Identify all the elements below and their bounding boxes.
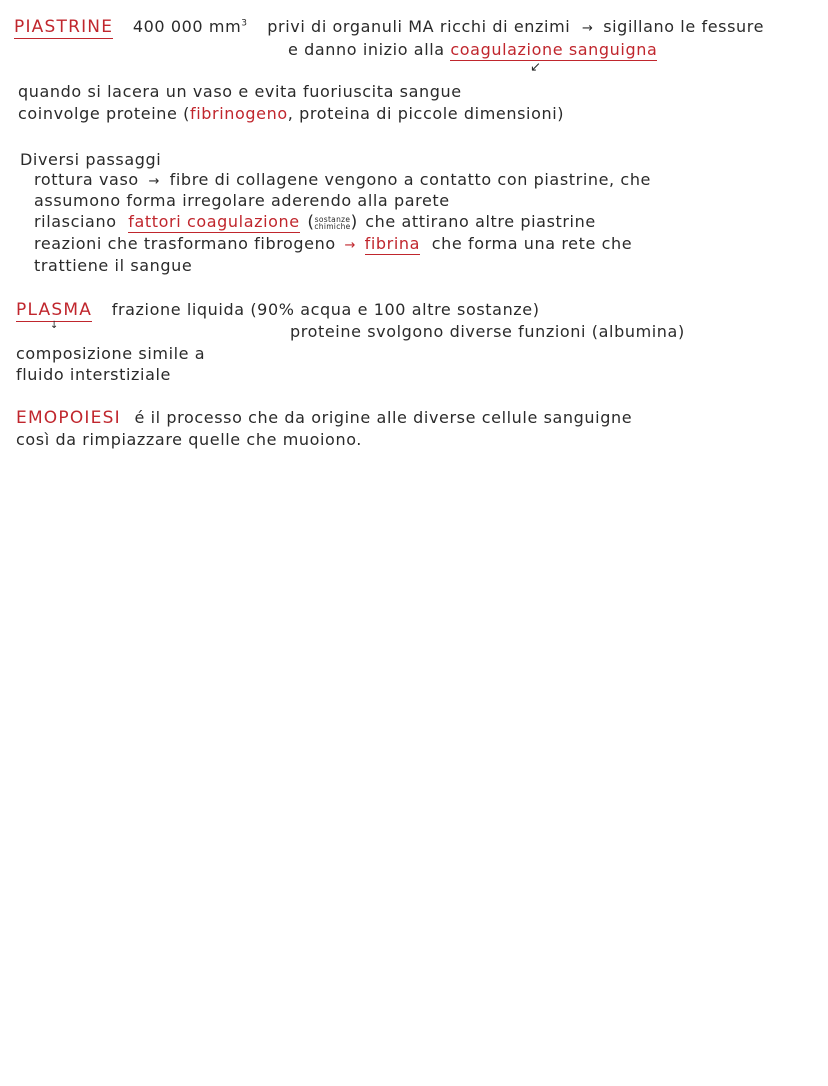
plasma-heading: PLASMA [16, 300, 93, 320]
coagulazione-sanguigna: coagulazione sanguigna [450, 40, 658, 59]
arrow-right-icon: → [148, 174, 160, 189]
step3-b: che attirano altre piastrine [365, 212, 596, 231]
step3-a: rilasciano [34, 212, 117, 231]
fattori-coagulazione-term: fattori coagulazione [128, 212, 300, 231]
piastrine-line-1 [14, 14, 764, 39]
plasma-line-2: proteine svolgono diverse funzioni (albumina) [290, 322, 685, 341]
arrow-right-icon: → [582, 21, 594, 37]
arrow-down-icon: ↓ [50, 320, 59, 331]
passaggi-title: Diversi passaggi [20, 150, 162, 169]
plasma-line-1 [16, 300, 540, 320]
passaggi-step-3 [34, 212, 596, 232]
plasma-line-4: fluido interstiziale [16, 365, 171, 384]
passaggi-step-5: trattiene il sangue [34, 256, 193, 275]
arrow-right-icon: → [344, 238, 356, 253]
emopoiesi-line1-text: é il processo che da origine alle diverse cellule sanguigne [134, 408, 633, 427]
plasma-line-3: composizione simile a [16, 344, 206, 363]
step4-a: reazioni che trasformano fibrogeno [34, 234, 336, 253]
piastrine-line4-start: coinvolge proteine ( [18, 104, 191, 123]
piastrine-line4-end: , proteina di piccole dimensioni) [287, 104, 565, 123]
piastrine-count-sup: 3 [241, 19, 248, 29]
piastrine-line1-tail: sigillano le fessure [603, 17, 765, 37]
fibrinogeno-term: fibrinogeno [190, 104, 288, 123]
emopoiesi-heading: EMOPOIESI [16, 408, 121, 428]
step1-a: rottura vaso [34, 170, 139, 189]
step1-b: fibre di collagene vengono a contatto con piastrine, che [169, 170, 652, 189]
arrow-down-left-icon: ↙ [530, 60, 541, 75]
step4-b: che forma una rete che [431, 234, 633, 253]
piastrine-line1-text: privi di organuli MA ricchi di enzimi [267, 17, 571, 37]
plasma-line1-text: frazione liquida (90% acqua e 100 altre sostanze) [111, 300, 540, 319]
emopoiesi-line-2: così da rimpiazzare quelle che muoiono. [16, 430, 362, 449]
piastrine-count [133, 17, 248, 36]
passaggi-step-1 [34, 170, 651, 192]
piastrine-heading: PIASTRINE [14, 17, 114, 38]
piastrine-line-4 [18, 104, 564, 124]
piastrine-line2-text: e danno inizio alla [288, 40, 445, 59]
note-bottom: chimiche [314, 221, 351, 231]
passaggi-step-2: assumono forma irregolare aderendo alla parete [34, 191, 450, 210]
passaggi-step-4 [34, 234, 632, 256]
piastrine-count-value: 400 000 mm [132, 17, 242, 37]
fibrina-term: fibrina [364, 234, 421, 253]
piastrine-line-3: quando si lacera un vaso e evita fuoriuscita sangue [18, 82, 462, 101]
sostanze-chimiche-note: (sostanze chimiche) [307, 212, 358, 232]
note-top: sostanze [314, 214, 351, 224]
emopoiesi-line-1 [16, 408, 632, 428]
piastrine-line-2 [288, 40, 657, 60]
